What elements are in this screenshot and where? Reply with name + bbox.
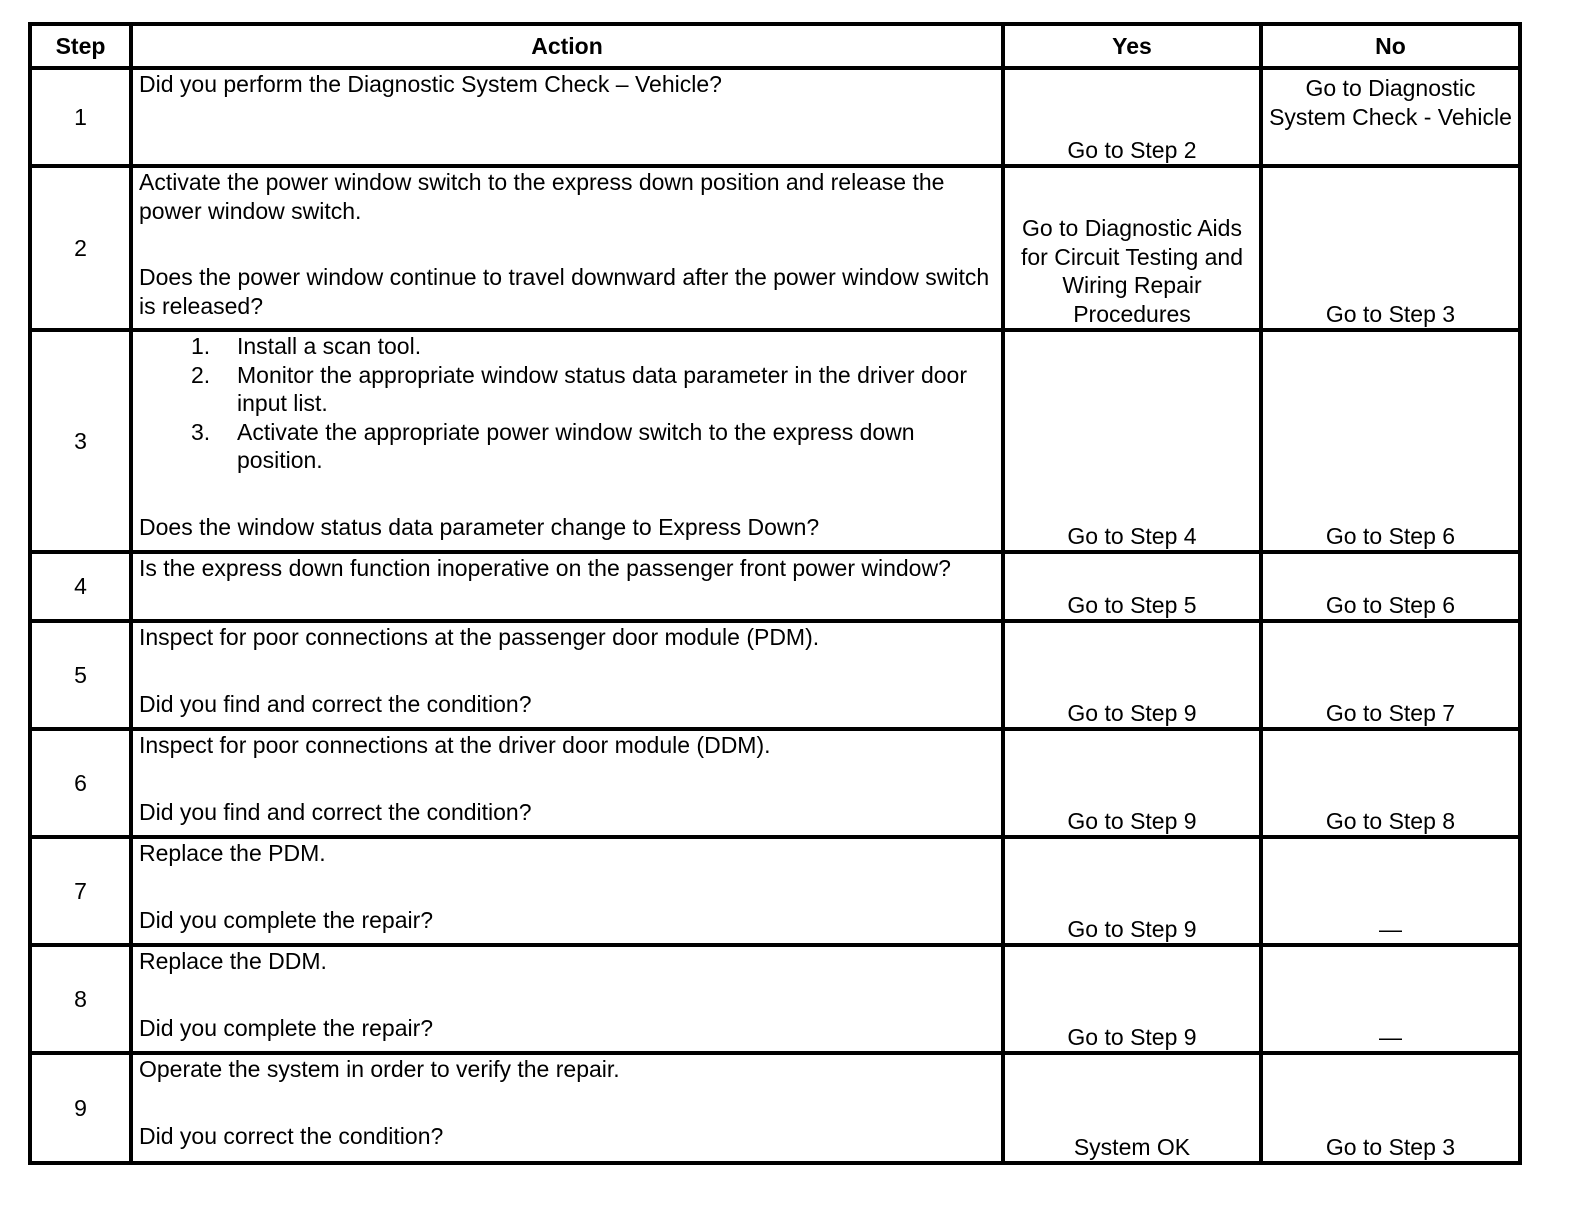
list-item bbox=[191, 332, 995, 361]
question-text: Did you complete the repair? bbox=[139, 1014, 434, 1041]
no-result: Go to Step 3 bbox=[1261, 1053, 1520, 1163]
action-cell bbox=[131, 1053, 1003, 1163]
no-result: Go to Step 3 bbox=[1261, 166, 1520, 330]
spacer bbox=[139, 225, 995, 263]
substep-number: 3. bbox=[191, 418, 211, 445]
yes-result: Go to Step 4 bbox=[1003, 330, 1261, 552]
question-text: Did you complete the repair? bbox=[139, 906, 434, 933]
table-row bbox=[30, 945, 1520, 1053]
no-result: Go to Diagnostic System Check - Vehicle bbox=[1261, 68, 1520, 166]
substep-text: Install a scan tool. bbox=[237, 333, 422, 359]
action-cell bbox=[131, 68, 1003, 166]
no-result: — bbox=[1261, 945, 1520, 1053]
action-cell bbox=[131, 945, 1003, 1053]
no-result: Go to Step 6 bbox=[1261, 330, 1520, 552]
instruction-text: Replace the DDM. bbox=[139, 948, 327, 974]
instruction-text: Activate the power window switch to the express down position and release the power window switch. bbox=[139, 169, 945, 224]
step-number: 7 bbox=[30, 837, 131, 945]
table-row bbox=[30, 621, 1520, 729]
table-row bbox=[30, 1053, 1520, 1163]
yes-result: Go to Step 5 bbox=[1003, 552, 1261, 621]
step-number: 4 bbox=[30, 552, 131, 621]
table-row bbox=[30, 552, 1520, 621]
action-cell bbox=[131, 837, 1003, 945]
spacer bbox=[139, 475, 995, 513]
yes-result: Go to Step 9 bbox=[1003, 945, 1261, 1053]
no-result: Go to Step 8 bbox=[1261, 729, 1520, 837]
yes-result: Go to Diagnostic Aids for Circuit Testing and Wiring Repair Procedures bbox=[1003, 166, 1261, 330]
no-result: — bbox=[1261, 837, 1520, 945]
action-cell bbox=[131, 729, 1003, 837]
step-number: 2 bbox=[30, 166, 131, 330]
question-text: Did you perform the Diagnostic System Check – Vehicle? bbox=[139, 71, 722, 97]
instruction-text: Inspect for poor connections at the passenger door module (PDM). bbox=[139, 624, 820, 650]
question-text: Did you correct the condition? bbox=[139, 1122, 444, 1149]
table-row bbox=[30, 837, 1520, 945]
action-cell bbox=[131, 330, 1003, 552]
diagnostic-table bbox=[28, 22, 1522, 1165]
list-item bbox=[191, 418, 995, 475]
spacer bbox=[139, 976, 995, 1014]
header-yes: Yes bbox=[1003, 24, 1261, 68]
no-result: Go to Step 7 bbox=[1261, 621, 1520, 729]
yes-result: Go to Step 2 bbox=[1003, 68, 1261, 166]
step-number: 5 bbox=[30, 621, 131, 729]
table-row bbox=[30, 729, 1520, 837]
instruction-text: Operate the system in order to verify the repair. bbox=[139, 1056, 620, 1082]
step-number: 6 bbox=[30, 729, 131, 837]
no-result: Go to Step 6 bbox=[1261, 552, 1520, 621]
spacer bbox=[139, 1084, 995, 1122]
question-text: Did you find and correct the condition? bbox=[139, 798, 532, 825]
header-no: No bbox=[1261, 24, 1520, 68]
step-number: 9 bbox=[30, 1053, 131, 1163]
step-number: 1 bbox=[30, 68, 131, 166]
question-text: Is the express down function inoperative on the passenger front power window? bbox=[139, 555, 951, 581]
header-row bbox=[30, 24, 1520, 68]
table-row bbox=[30, 68, 1520, 166]
question-text: Does the power window continue to travel downward after the power window switch is released? bbox=[139, 264, 990, 319]
substep-list bbox=[139, 332, 995, 475]
yes-result: Go to Step 9 bbox=[1003, 621, 1261, 729]
header-step: Step bbox=[30, 24, 131, 68]
table-row bbox=[30, 330, 1520, 552]
yes-result: System OK bbox=[1003, 1053, 1261, 1163]
substep-text: Monitor the appropriate window status data parameter in the driver door input list. bbox=[237, 361, 968, 416]
action-cell bbox=[131, 166, 1003, 330]
substep-text: Activate the appropriate power window switch to the express down position. bbox=[237, 418, 915, 473]
action-cell bbox=[131, 552, 1003, 621]
substep-number: 2. bbox=[191, 361, 211, 388]
spacer bbox=[139, 652, 995, 690]
list-item bbox=[191, 361, 995, 418]
instruction-text: Inspect for poor connections at the driver door module (DDM). bbox=[139, 732, 771, 758]
yes-result: Go to Step 9 bbox=[1003, 729, 1261, 837]
table-row bbox=[30, 166, 1520, 330]
spacer bbox=[139, 760, 995, 798]
instruction-text: Replace the PDM. bbox=[139, 840, 326, 866]
spacer bbox=[139, 868, 995, 906]
substep-number: 1. bbox=[191, 333, 211, 359]
step-number: 8 bbox=[30, 945, 131, 1053]
header-action: Action bbox=[131, 24, 1003, 68]
question-text: Did you find and correct the condition? bbox=[139, 690, 532, 717]
step-number: 3 bbox=[30, 330, 131, 552]
action-cell bbox=[131, 621, 1003, 729]
question-text: Does the window status data parameter change to Express Down? bbox=[139, 513, 820, 540]
yes-result: Go to Step 9 bbox=[1003, 837, 1261, 945]
